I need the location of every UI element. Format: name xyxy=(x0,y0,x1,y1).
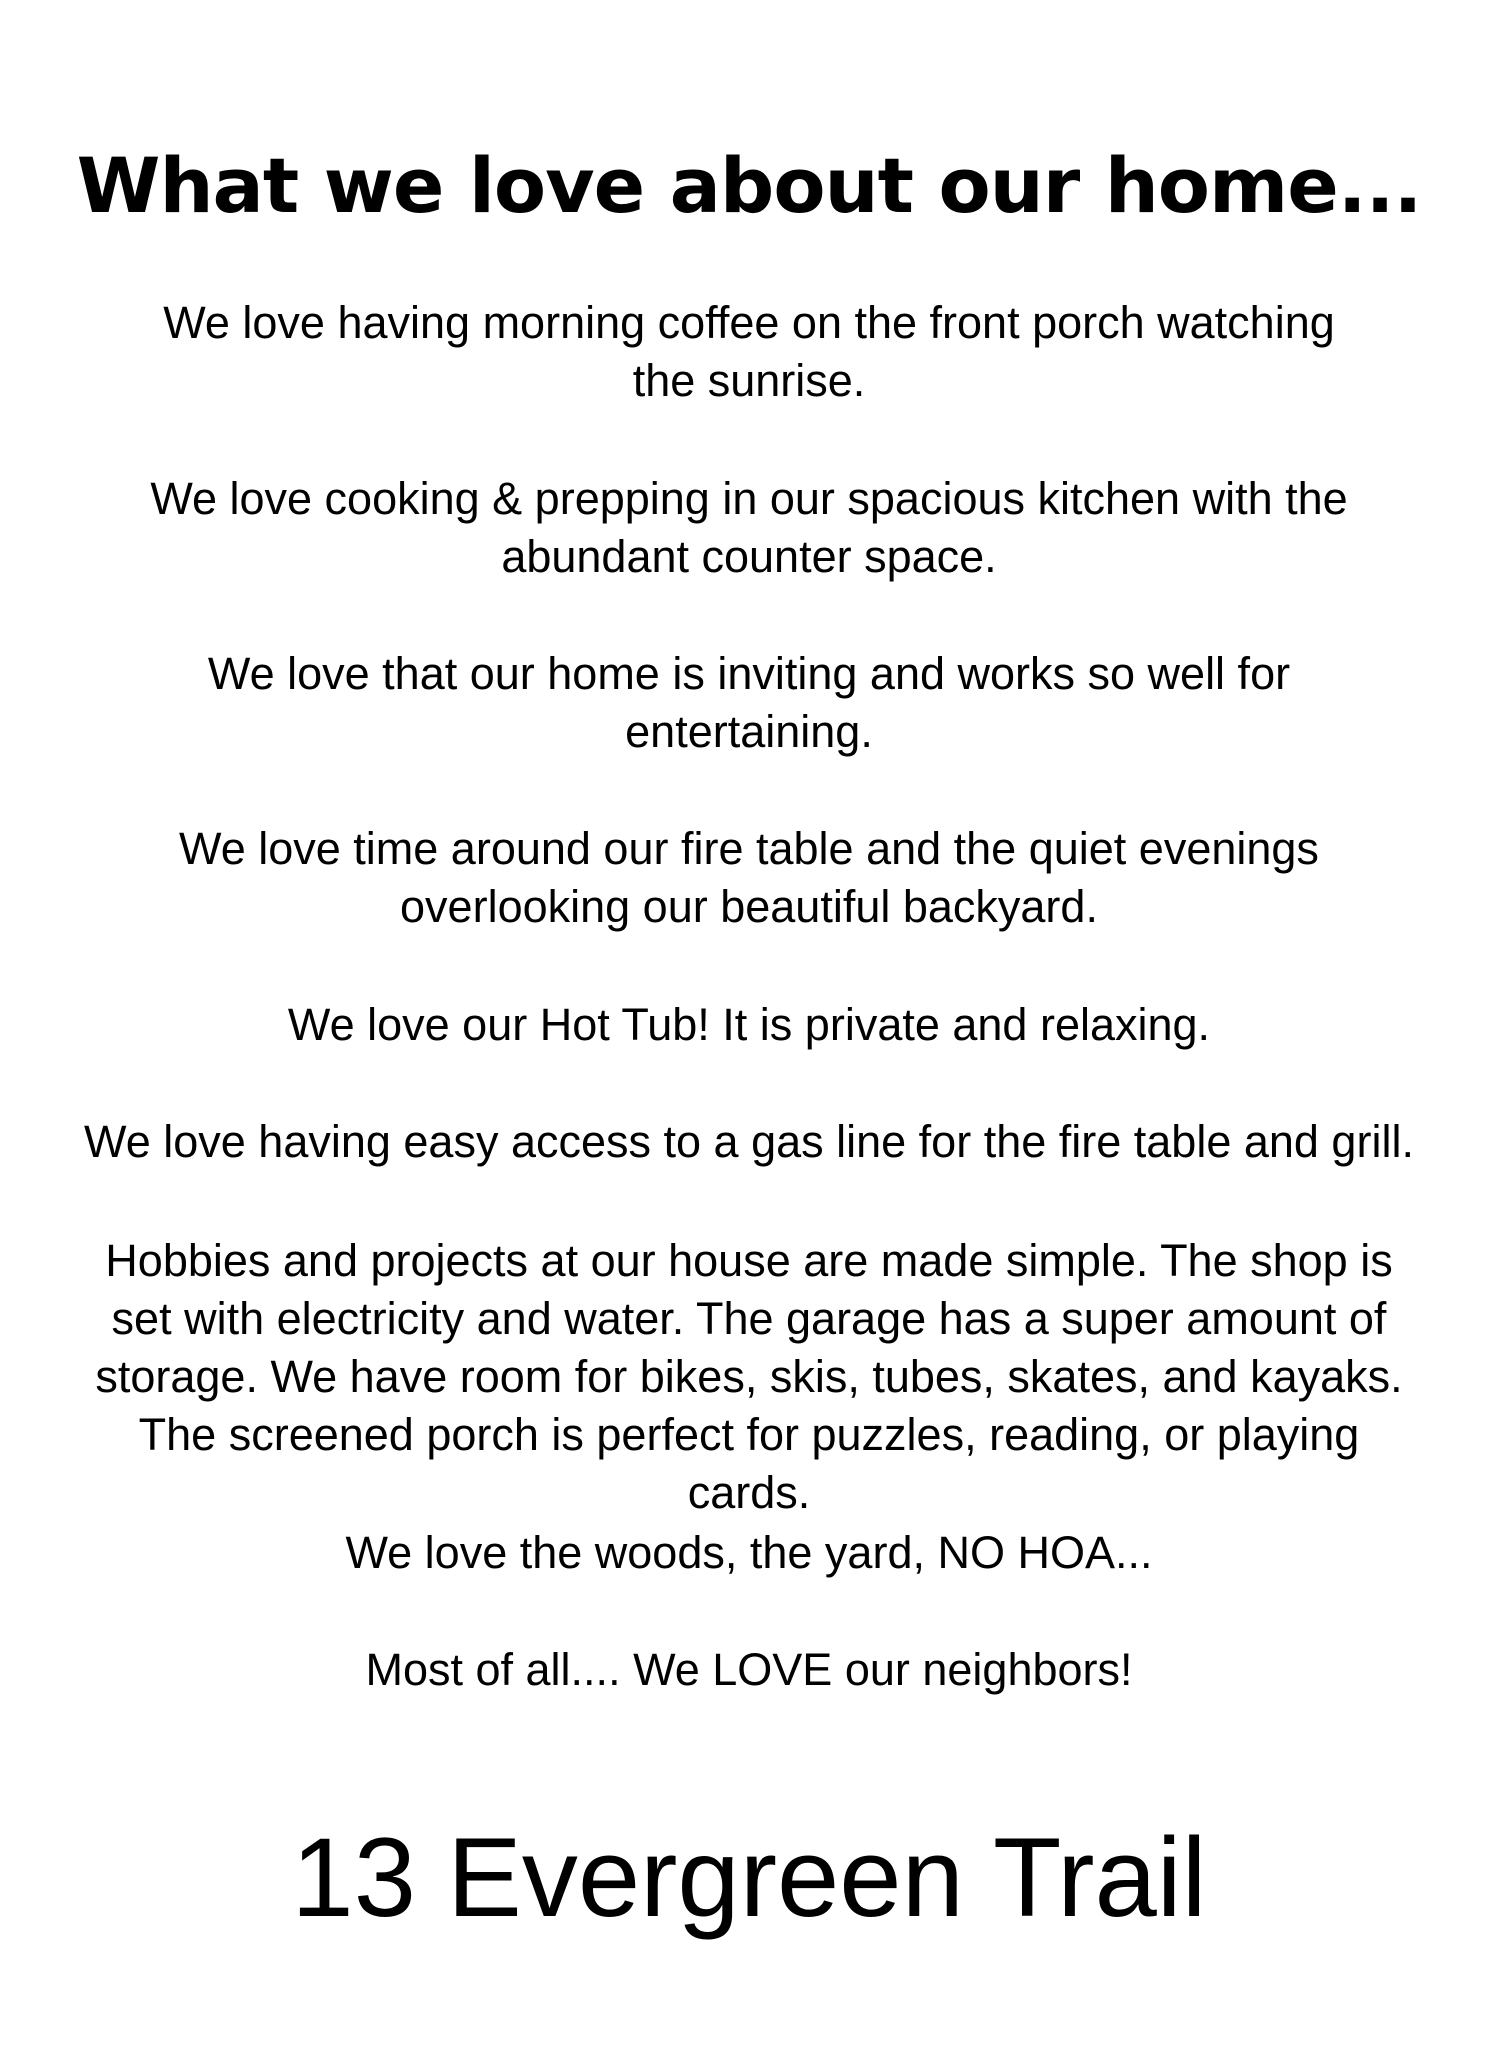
paragraph-woods: We love the woods, the yard, NO HOA... xyxy=(345,1527,1153,1578)
paragraph-morning-coffee: We love having morning coffee on the front porch watching the sunrise. xyxy=(163,297,1335,406)
paragraph-entertaining: We love that our home is inviting and works so well for entertaining. xyxy=(207,648,1291,757)
paragraph-neighbors: Most of all.... We LOVE our neighbors! xyxy=(365,1644,1133,1695)
property-address: 13 Evergreen Trail xyxy=(291,1815,1207,1940)
paragraph-fire-table: We love time around our fire table and the quiet evenings overlooking our beautiful backyard. xyxy=(179,823,1319,932)
paragraph-kitchen: We love cooking & prepping in our spacious kitchen with the abundant counter space. xyxy=(150,473,1348,582)
paragraph-hot-tub: We love our Hot Tub! It is private and relaxing. xyxy=(287,999,1211,1050)
paragraph-hobbies: Hobbies and projects at our house are made simple. The shop is set with electricity and water. The garage has a super amount of storage. We have room for bikes, skis, tubes, skates, and kayaks. The screened porch is perfect for puzzles, reading, or playing cards. xyxy=(95,1235,1403,1518)
paragraph-gas-line: We love having easy access to a gas line for the fire table and grill. xyxy=(84,1116,1414,1167)
page-title: What we love about our home... xyxy=(76,141,1422,230)
